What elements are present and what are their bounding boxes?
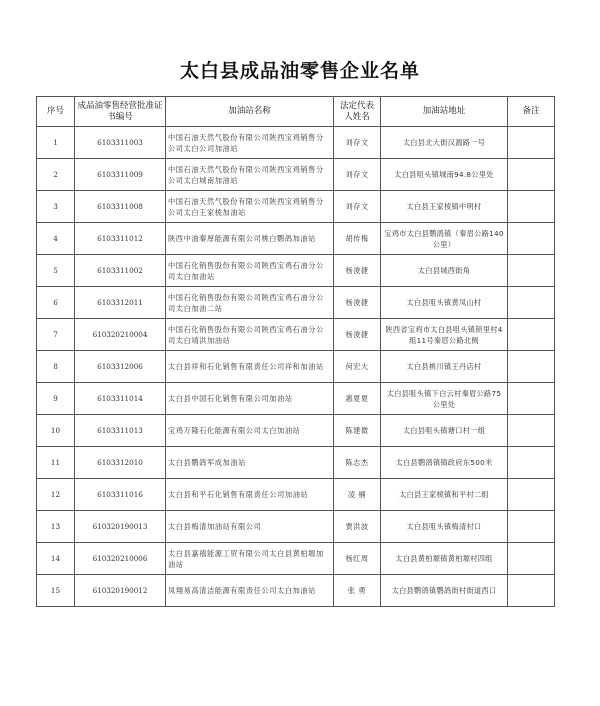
cell-no: 7 xyxy=(37,319,75,351)
page-title: 太白县成品油零售企业名单 xyxy=(179,60,420,82)
cell-no: 9 xyxy=(37,383,75,415)
cell-station: 中国石化销售股份有限公司陕西宝鸡石油分公司太白加油二站 xyxy=(166,287,334,319)
cell-station: 中国石油天然气股份有限公司陕西宝鸡销售分公司太白公司加油站 xyxy=(166,127,334,159)
cell-station: 太白县嘉禧能源工贸有限公司太白县黄柏塬加油站 xyxy=(166,543,334,575)
cell-address: 太白县北大街汉源路一号 xyxy=(381,127,508,159)
table-row xyxy=(37,351,555,383)
cell-station: 太白县梅清加油站有限公司 xyxy=(166,511,334,543)
table-row xyxy=(37,223,555,255)
table-row xyxy=(37,415,555,447)
cell-remark xyxy=(508,127,555,159)
header-legal: 法定代表人姓名 xyxy=(334,97,381,127)
cell-remark xyxy=(508,159,555,191)
cell-cert: 6103311009 xyxy=(75,159,166,191)
cell-legal: 何宏大 xyxy=(334,351,381,383)
cell-address: 太白县鹦鸽镇镇政府东500米 xyxy=(381,447,508,479)
cell-station: 太白县和平石化销售有限责任公司加油站 xyxy=(166,479,334,511)
cell-address: 太白县咀头镇城南94.8公里处 xyxy=(381,159,508,191)
cell-no: 14 xyxy=(37,543,75,575)
cell-address: 太白县王家棱镇和平村二组 xyxy=(381,479,508,511)
table-row xyxy=(37,255,555,287)
cell-legal: 陈建微 xyxy=(334,415,381,447)
cell-station: 凤翔易高清洁能源有限责任公司太白加油站 xyxy=(166,575,334,607)
cell-address: 宝鸡市太白县鹦鸽镇（秦眉公路140公里） xyxy=(381,223,508,255)
cell-address: 陕西省宝鸡市太白县咀头镇锁里村4组11号秦眉公路北侧 xyxy=(381,319,508,351)
cell-station: 中国石油天然气股份有限公司陕西宝鸡销售分公司太白王家棱加油站 xyxy=(166,191,334,223)
table-row xyxy=(37,447,555,479)
cell-legal: 刘存文 xyxy=(334,159,381,191)
cell-no: 8 xyxy=(37,351,75,383)
cell-cert: 6103311014 xyxy=(75,383,166,415)
cell-station: 宝鸡万隆石化能源有限公司太白加油站 xyxy=(166,415,334,447)
retail-enterprise-table xyxy=(36,96,555,607)
cell-remark xyxy=(508,575,555,607)
table-row xyxy=(37,511,555,543)
cell-address: 太白县鹦鸽镇鹦鸽街村街道西口 xyxy=(381,575,508,607)
cell-no: 5 xyxy=(37,255,75,287)
table-row xyxy=(37,383,555,415)
cell-remark xyxy=(508,479,555,511)
cell-no: 13 xyxy=(37,511,75,543)
cell-address: 太白县王家棱镇中明村 xyxy=(381,191,508,223)
header-station: 加油站名称 xyxy=(166,97,334,127)
cell-remark xyxy=(508,383,555,415)
cell-address: 太白县城西街角 xyxy=(381,255,508,287)
table-row xyxy=(37,127,555,159)
cell-no: 12 xyxy=(37,479,75,511)
cell-station: 中国石油天然气股份有限公司陕西宝鸡销售分公司太白城南加油站 xyxy=(166,159,334,191)
cell-legal: 凌 楠 xyxy=(334,479,381,511)
cell-legal: 张 勇 xyxy=(334,575,381,607)
cell-cert: 6103311008 xyxy=(75,191,166,223)
cell-cert: 610320190012 xyxy=(75,575,166,607)
table-row xyxy=(37,543,555,575)
table-row xyxy=(37,191,555,223)
cell-no: 15 xyxy=(37,575,75,607)
cell-legal: 胡传梅 xyxy=(334,223,381,255)
cell-cert: 6103311003 xyxy=(75,127,166,159)
header-no: 序号 xyxy=(37,97,75,127)
cell-remark xyxy=(508,415,555,447)
cell-no: 1 xyxy=(37,127,75,159)
cell-legal: 杨浚捷 xyxy=(334,255,381,287)
cell-legal: 贾洪波 xyxy=(334,511,381,543)
cell-cert: 610320210004 xyxy=(75,319,166,351)
cell-legal: 刘存文 xyxy=(334,127,381,159)
cell-address: 太白县咀头镇塘口村一组 xyxy=(381,415,508,447)
cell-legal: 杨浚捷 xyxy=(334,287,381,319)
cell-legal: 惠夏夏 xyxy=(334,383,381,415)
cell-station: 中国石化销售股份有限公司陕西宝鸡石油分公司太白靖洪加油站 xyxy=(166,319,334,351)
cell-no: 3 xyxy=(37,191,75,223)
cell-legal: 杨浚捷 xyxy=(334,319,381,351)
cell-cert: 6103311012 xyxy=(75,223,166,255)
cell-remark xyxy=(508,511,555,543)
cell-remark xyxy=(508,543,555,575)
table-row xyxy=(37,159,555,191)
cell-station: 陕西中油秦厚能源有限公司桃白鹦鸽加油站 xyxy=(166,223,334,255)
cell-remark xyxy=(508,223,555,255)
cell-remark xyxy=(508,255,555,287)
table-row xyxy=(37,575,555,607)
cell-address: 太白县咀头镇梅清村口 xyxy=(381,511,508,543)
cell-legal: 杨红周 xyxy=(334,543,381,575)
cell-legal: 刘存文 xyxy=(334,191,381,223)
cell-cert: 610320210006 xyxy=(75,543,166,575)
cell-cert: 6103311013 xyxy=(75,415,166,447)
table-row xyxy=(37,319,555,351)
table-row xyxy=(37,287,555,319)
cell-no: 4 xyxy=(37,223,75,255)
cell-address: 太白县桃川镇王丹店村 xyxy=(381,351,508,383)
cell-no: 11 xyxy=(37,447,75,479)
cell-legal: 陈志杰 xyxy=(334,447,381,479)
cell-no: 10 xyxy=(37,415,75,447)
cell-remark xyxy=(508,191,555,223)
cell-no: 6 xyxy=(37,287,75,319)
header-cert: 成品油零售经营批准证书编号 xyxy=(75,97,166,127)
cell-address: 太白县黄柏塬镇黄柏塬村四组 xyxy=(381,543,508,575)
cell-cert: 6103311002 xyxy=(75,255,166,287)
cell-remark xyxy=(508,319,555,351)
cell-cert: 610320190013 xyxy=(75,511,166,543)
table-header-row xyxy=(37,97,555,127)
cell-station: 中国石化销售股份有限公司陕西宝鸡石油分公司太白加油站 xyxy=(166,255,334,287)
cell-remark xyxy=(508,351,555,383)
header-remark: 备注 xyxy=(508,97,555,127)
cell-remark xyxy=(508,287,555,319)
cell-station: 太白县祥和石化销售有限责任公司祥和加油站 xyxy=(166,351,334,383)
cell-address: 太白县咀头镇黄凤山村 xyxy=(381,287,508,319)
cell-no: 2 xyxy=(37,159,75,191)
cell-remark xyxy=(508,447,555,479)
header-address: 加油站地址 xyxy=(381,97,508,127)
cell-cert: 6103312011 xyxy=(75,287,166,319)
cell-cert: 6103312010 xyxy=(75,447,166,479)
cell-cert: 6103312006 xyxy=(75,351,166,383)
table-row xyxy=(37,479,555,511)
cell-cert: 6103311016 xyxy=(75,479,166,511)
cell-address: 太白县咀头镇下白云村秦眉公路75公里处 xyxy=(381,383,508,415)
cell-station: 太白县中国石化销售有限公司加油站 xyxy=(166,383,334,415)
cell-station: 太白县鹦鸽军成加油站 xyxy=(166,447,334,479)
